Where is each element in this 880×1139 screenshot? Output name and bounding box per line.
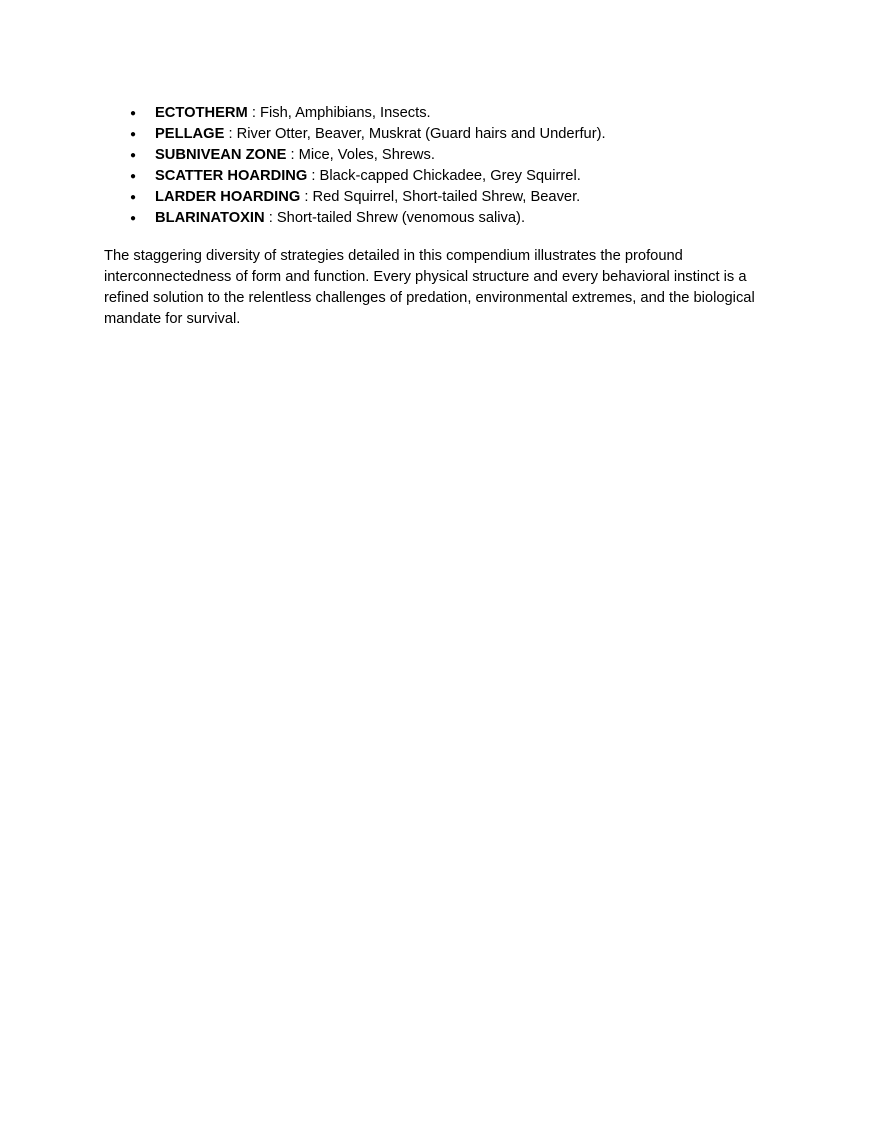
- glossary-definition: : Red Squirrel, Short-tailed Shrew, Beaver.: [300, 189, 581, 205]
- list-item: [104, 166, 776, 187]
- bullet-icon: ●: [130, 213, 137, 224]
- glossary-term: PELLAGE: [155, 126, 225, 142]
- glossary-definition: : River Otter, Beaver, Muskrat (Guard hairs and Underfur).: [224, 126, 606, 142]
- glossary-definition: : Fish, Amphibians, Insects.: [247, 105, 431, 121]
- bullet-icon: ●: [130, 171, 137, 182]
- list-item: [104, 103, 776, 124]
- bullet-icon: ●: [130, 150, 137, 161]
- glossary-definition: : Short-tailed Shrew (venomous saliva).: [264, 210, 526, 226]
- document-page: [104, 103, 776, 330]
- glossary-term: LARDER HOARDING: [155, 189, 301, 205]
- glossary-term: BLARINATOXIN: [155, 210, 265, 226]
- list-item: [104, 187, 776, 208]
- glossary-term: SCATTER HOARDING: [155, 168, 308, 184]
- list-item: [104, 124, 776, 145]
- closing-paragraph: The staggering diversity of strategies detailed in this compendium illustrates the profound interconnectedness of form and function. Every physical structure and every behavioral instinct is a refined solution to the relentless challenges of predation, environmental extremes, and the biological mandate for survival.: [104, 248, 755, 327]
- bullet-icon: ●: [130, 129, 137, 140]
- list-item: [104, 208, 776, 229]
- glossary-definition: : Mice, Voles, Shrews.: [286, 147, 435, 163]
- list-item: [104, 145, 776, 166]
- bullet-icon: ●: [130, 192, 137, 203]
- glossary-term: SUBNIVEAN ZONE: [155, 147, 287, 163]
- glossary-definition: : Black-capped Chickadee, Grey Squirrel.: [307, 168, 581, 184]
- bullet-icon: ●: [130, 108, 137, 119]
- glossary-term: ECTOTHERM: [155, 105, 248, 121]
- glossary-list: [104, 103, 776, 229]
